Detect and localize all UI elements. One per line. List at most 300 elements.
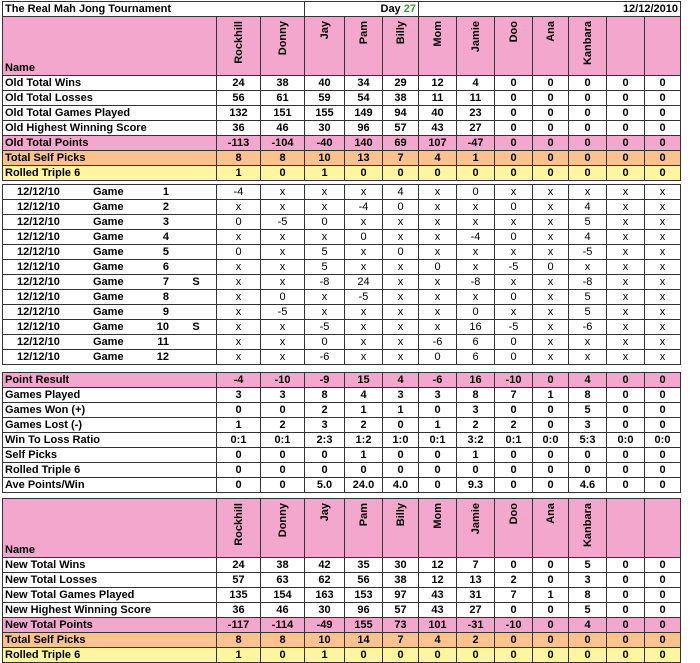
value-cell: 40 bbox=[305, 76, 345, 91]
game-date: 12/12/10 bbox=[17, 216, 60, 228]
game-score: x bbox=[345, 215, 383, 230]
new_stats-row bbox=[3, 648, 681, 663]
name-header: Name bbox=[3, 17, 217, 76]
value-cell: 0 bbox=[607, 463, 645, 478]
player-name: Donny bbox=[276, 503, 289, 538]
game-row bbox=[3, 200, 681, 215]
value-cell: -114 bbox=[261, 618, 305, 633]
player-header bbox=[569, 17, 607, 76]
game-score: x bbox=[217, 275, 261, 290]
game-score: x bbox=[345, 335, 383, 350]
value-cell: -9 bbox=[305, 373, 345, 388]
game-score: x bbox=[305, 185, 345, 200]
value-cell: 0 bbox=[217, 448, 261, 463]
value-cell: 1 bbox=[533, 588, 569, 603]
value-cell: 5.0 bbox=[305, 478, 345, 493]
row-label: Games Lost (-) bbox=[3, 418, 217, 433]
game-score: x bbox=[645, 335, 681, 350]
player-header bbox=[345, 499, 383, 558]
game-score: x bbox=[533, 320, 569, 335]
value-cell: 13 bbox=[345, 151, 383, 166]
value-cell: 4 bbox=[419, 151, 457, 166]
game-date: 12/12/10 bbox=[17, 336, 60, 348]
day-label: Day bbox=[380, 3, 401, 15]
game-row bbox=[3, 260, 681, 275]
value-cell: 12 bbox=[419, 76, 457, 91]
value-cell: 0 bbox=[419, 463, 457, 478]
game-score: x bbox=[533, 200, 569, 215]
value-cell: 0 bbox=[345, 648, 383, 663]
game-score: x bbox=[383, 230, 419, 245]
value-cell: 0 bbox=[607, 403, 645, 418]
game-score: 0 bbox=[261, 290, 305, 305]
game-score: x bbox=[533, 230, 569, 245]
game-score: x bbox=[217, 230, 261, 245]
title-row bbox=[3, 2, 681, 17]
name-header: Name bbox=[3, 499, 217, 558]
value-cell: -117 bbox=[217, 618, 261, 633]
row-label: Old Total Losses bbox=[3, 91, 217, 106]
value-cell: 0 bbox=[495, 478, 533, 493]
game-row bbox=[3, 350, 681, 365]
game-score: x bbox=[533, 275, 569, 290]
game-score: x bbox=[645, 215, 681, 230]
game-score: 0 bbox=[419, 260, 457, 275]
value-cell: 7 bbox=[383, 151, 419, 166]
value-cell: 1 bbox=[533, 388, 569, 403]
value-cell: 0 bbox=[261, 403, 305, 418]
game-number: 2 bbox=[162, 201, 169, 213]
game-score: x bbox=[495, 185, 533, 200]
value-cell: 57 bbox=[383, 603, 419, 618]
game-label bbox=[3, 245, 217, 260]
game-score: x bbox=[607, 350, 645, 365]
value-cell: 149 bbox=[345, 106, 383, 121]
row-label: New Total Losses bbox=[3, 573, 217, 588]
value-cell: 0 bbox=[645, 448, 681, 463]
game-word: Game bbox=[93, 321, 124, 333]
game-row bbox=[3, 185, 681, 200]
value-cell: 4 bbox=[457, 76, 495, 91]
value-cell: 15 bbox=[345, 373, 383, 388]
value-cell: 0 bbox=[495, 558, 533, 573]
player-name: Billy bbox=[394, 21, 407, 45]
value-cell: 0 bbox=[457, 648, 495, 663]
value-cell: 34 bbox=[345, 76, 383, 91]
value-cell: 0 bbox=[383, 648, 419, 663]
self-pick-flag: S bbox=[192, 276, 200, 288]
player-name: Doo bbox=[507, 503, 520, 525]
player-header bbox=[305, 17, 345, 76]
value-cell: 0 bbox=[533, 448, 569, 463]
value-cell: 0 bbox=[495, 633, 533, 648]
row-label: Total Self Picks bbox=[3, 633, 217, 648]
game-score: x bbox=[607, 290, 645, 305]
game-label bbox=[3, 305, 217, 320]
game-score: x bbox=[419, 305, 457, 320]
value-cell: 94 bbox=[383, 106, 419, 121]
game-score: x bbox=[645, 305, 681, 320]
game-score: x bbox=[383, 320, 419, 335]
value-cell: 36 bbox=[217, 603, 261, 618]
game-score: x bbox=[569, 260, 607, 275]
game-score: -5 bbox=[345, 290, 383, 305]
game-score: x bbox=[383, 290, 419, 305]
value-cell: 35 bbox=[345, 558, 383, 573]
row-label: Rolled Triple 6 bbox=[3, 648, 217, 663]
game-score: 4 bbox=[569, 200, 607, 215]
row-label: Games Played bbox=[3, 388, 217, 403]
new-header-row bbox=[3, 499, 681, 558]
value-cell: 0:1 bbox=[217, 433, 261, 448]
value-cell: 8 bbox=[569, 388, 607, 403]
value-cell: 0 bbox=[261, 463, 305, 478]
game-score: x bbox=[383, 260, 419, 275]
game-score: 0 bbox=[419, 350, 457, 365]
game-score: 0 bbox=[457, 305, 495, 320]
value-cell: 0 bbox=[261, 166, 305, 181]
value-cell: 3 bbox=[569, 418, 607, 433]
game-score: x bbox=[645, 275, 681, 290]
results-table bbox=[2, 372, 681, 493]
value-cell: 0 bbox=[607, 136, 645, 151]
game-score: 0 bbox=[305, 335, 345, 350]
game-score: 0 bbox=[457, 185, 495, 200]
results-row bbox=[3, 463, 681, 478]
game-row bbox=[3, 290, 681, 305]
value-cell: 154 bbox=[261, 588, 305, 603]
game-score: x bbox=[607, 215, 645, 230]
value-cell: 0 bbox=[533, 418, 569, 433]
game-score: x bbox=[383, 335, 419, 350]
game-score: 5 bbox=[569, 305, 607, 320]
value-cell: 0 bbox=[533, 166, 569, 181]
player-header bbox=[457, 17, 495, 76]
game-score: x bbox=[261, 320, 305, 335]
game-word: Game bbox=[93, 231, 124, 243]
game-number: 5 bbox=[162, 246, 169, 258]
value-cell: 0 bbox=[217, 403, 261, 418]
value-cell: 40 bbox=[419, 106, 457, 121]
game-score: -8 bbox=[457, 275, 495, 290]
value-cell: 7 bbox=[457, 558, 495, 573]
game-score: x bbox=[457, 245, 495, 260]
game-score: x bbox=[495, 305, 533, 320]
value-cell: -6 bbox=[419, 373, 457, 388]
row-label: Old Highest Winning Score bbox=[3, 121, 217, 136]
value-cell: 73 bbox=[383, 618, 419, 633]
game-number: 8 bbox=[162, 291, 169, 303]
value-cell: 0 bbox=[495, 91, 533, 106]
game-row bbox=[3, 305, 681, 320]
value-cell: 0:0 bbox=[645, 433, 681, 448]
player-header bbox=[419, 17, 457, 76]
game-score: x bbox=[305, 230, 345, 245]
game-number: 7 bbox=[162, 276, 169, 288]
row-label: Point Result bbox=[3, 373, 217, 388]
value-cell: 0 bbox=[533, 373, 569, 388]
value-cell: 0 bbox=[383, 418, 419, 433]
game-word: Game bbox=[93, 201, 124, 213]
game-score: -8 bbox=[305, 275, 345, 290]
value-cell: 1 bbox=[217, 166, 261, 181]
game-score: x bbox=[217, 335, 261, 350]
value-cell: 2 bbox=[457, 418, 495, 433]
game-score: -5 bbox=[495, 320, 533, 335]
game-score: x bbox=[607, 245, 645, 260]
value-cell: 12 bbox=[419, 558, 457, 573]
player-name: Kanbara bbox=[581, 21, 594, 66]
game-score: x bbox=[345, 305, 383, 320]
game-word: Game bbox=[93, 336, 124, 348]
value-cell: 0 bbox=[569, 648, 607, 663]
value-cell: 10 bbox=[305, 151, 345, 166]
value-cell: 0 bbox=[533, 618, 569, 633]
game-score: 6 bbox=[457, 350, 495, 365]
value-cell: 0 bbox=[607, 633, 645, 648]
player-header bbox=[217, 499, 261, 558]
player-header bbox=[383, 17, 419, 76]
value-cell: 11 bbox=[419, 91, 457, 106]
row-label: Self Picks bbox=[3, 448, 217, 463]
game-score: x bbox=[383, 215, 419, 230]
value-cell: 63 bbox=[261, 573, 305, 588]
value-cell: 0 bbox=[419, 478, 457, 493]
value-cell: 43 bbox=[419, 121, 457, 136]
value-cell: 38 bbox=[383, 573, 419, 588]
value-cell: 0 bbox=[495, 463, 533, 478]
old_stats-row bbox=[3, 136, 681, 151]
value-cell: 96 bbox=[345, 121, 383, 136]
value-cell: 43 bbox=[419, 603, 457, 618]
game-score: x bbox=[217, 320, 261, 335]
game-score: 0 bbox=[217, 245, 261, 260]
game-word: Game bbox=[93, 186, 124, 198]
value-cell: 97 bbox=[383, 588, 419, 603]
value-cell: 0 bbox=[607, 648, 645, 663]
game-score: x bbox=[419, 185, 457, 200]
game-word: Game bbox=[93, 216, 124, 228]
game-score: x bbox=[383, 305, 419, 320]
player-header bbox=[569, 499, 607, 558]
value-cell: 0 bbox=[645, 388, 681, 403]
game-score: x bbox=[457, 215, 495, 230]
player-name: Kanbara bbox=[581, 503, 594, 548]
value-cell: 0 bbox=[261, 648, 305, 663]
value-cell: 62 bbox=[305, 573, 345, 588]
game-date: 12/12/10 bbox=[17, 306, 60, 318]
game-label bbox=[3, 230, 217, 245]
self-pick-flag: S bbox=[192, 321, 200, 333]
value-cell: -10 bbox=[495, 618, 533, 633]
value-cell: 0 bbox=[645, 136, 681, 151]
player-name: Rockhill bbox=[232, 503, 245, 546]
value-cell: 30 bbox=[305, 121, 345, 136]
game-score: x bbox=[217, 200, 261, 215]
game-number: 6 bbox=[162, 261, 169, 273]
value-cell: 1 bbox=[345, 448, 383, 463]
game-score: x bbox=[569, 185, 607, 200]
value-cell: 2 bbox=[495, 418, 533, 433]
game-score: x bbox=[645, 200, 681, 215]
value-cell: 0 bbox=[607, 121, 645, 136]
value-cell: 0 bbox=[457, 166, 495, 181]
value-cell: 2 bbox=[261, 418, 305, 433]
value-cell: 54 bbox=[345, 91, 383, 106]
game-number: 4 bbox=[162, 231, 169, 243]
game-score: 5 bbox=[569, 215, 607, 230]
game-score: x bbox=[569, 350, 607, 365]
value-cell: -10 bbox=[261, 373, 305, 388]
game-score: x bbox=[305, 305, 345, 320]
value-cell: 1 bbox=[383, 403, 419, 418]
results-row bbox=[3, 403, 681, 418]
value-cell: 2 bbox=[305, 403, 345, 418]
game-score: x bbox=[345, 260, 383, 275]
value-cell: 2 bbox=[495, 573, 533, 588]
value-cell: 0 bbox=[607, 573, 645, 588]
game-label bbox=[3, 215, 217, 230]
game-score: x bbox=[457, 290, 495, 305]
game-score: x bbox=[305, 290, 345, 305]
game-score: x bbox=[495, 275, 533, 290]
value-cell: 0 bbox=[533, 91, 569, 106]
value-cell: 163 bbox=[305, 588, 345, 603]
value-cell: 0:0 bbox=[533, 433, 569, 448]
value-cell: 38 bbox=[383, 91, 419, 106]
game-word: Game bbox=[93, 276, 124, 288]
value-cell: 0 bbox=[533, 603, 569, 618]
value-cell: 2:3 bbox=[305, 433, 345, 448]
player-header bbox=[383, 499, 419, 558]
game-score: 5 bbox=[305, 245, 345, 260]
game-number: 3 bbox=[162, 216, 169, 228]
value-cell: 0 bbox=[645, 121, 681, 136]
value-cell: 0 bbox=[383, 166, 419, 181]
value-cell: 2 bbox=[457, 633, 495, 648]
player-header bbox=[607, 17, 645, 76]
value-cell: 0 bbox=[495, 76, 533, 91]
value-cell: 13 bbox=[457, 573, 495, 588]
player-name: Pam bbox=[357, 21, 370, 45]
game-score: x bbox=[345, 320, 383, 335]
value-cell: 101 bbox=[419, 618, 457, 633]
old_stats-row bbox=[3, 151, 681, 166]
game-score: 0 bbox=[495, 230, 533, 245]
value-cell: 38 bbox=[261, 558, 305, 573]
value-cell: 0 bbox=[305, 448, 345, 463]
player-name: Donny bbox=[276, 21, 289, 56]
game-score: -6 bbox=[305, 350, 345, 365]
row-label: Rolled Triple 6 bbox=[3, 463, 217, 478]
value-cell: 0 bbox=[607, 588, 645, 603]
game-score: x bbox=[645, 350, 681, 365]
value-cell: 0 bbox=[607, 418, 645, 433]
value-cell: 0 bbox=[383, 463, 419, 478]
value-cell: 46 bbox=[261, 121, 305, 136]
value-cell: 0 bbox=[261, 478, 305, 493]
sheet-date: 12/12/2010 bbox=[419, 2, 681, 17]
game-label bbox=[3, 260, 217, 275]
row-label: Old Total Points bbox=[3, 136, 217, 151]
results-row bbox=[3, 388, 681, 403]
value-cell: 3 bbox=[569, 573, 607, 588]
game-date: 12/12/10 bbox=[17, 231, 60, 243]
value-cell: 0 bbox=[569, 91, 607, 106]
value-cell: 7 bbox=[383, 633, 419, 648]
value-cell: 0 bbox=[645, 106, 681, 121]
value-cell: 96 bbox=[345, 603, 383, 618]
value-cell: 0 bbox=[495, 603, 533, 618]
value-cell: 0 bbox=[645, 76, 681, 91]
value-cell: 24.0 bbox=[345, 478, 383, 493]
old_stats-row bbox=[3, 166, 681, 181]
value-cell: 69 bbox=[383, 136, 419, 151]
value-cell: 0 bbox=[345, 463, 383, 478]
value-cell: 0 bbox=[645, 403, 681, 418]
player-name: Doo bbox=[507, 21, 520, 43]
value-cell: 1 bbox=[305, 166, 345, 181]
value-cell: -104 bbox=[261, 136, 305, 151]
value-cell: 56 bbox=[345, 573, 383, 588]
game-score: x bbox=[261, 245, 305, 260]
value-cell: 1 bbox=[217, 418, 261, 433]
game-row bbox=[3, 275, 681, 290]
game-score: 0 bbox=[495, 335, 533, 350]
row-label: Games Won (+) bbox=[3, 403, 217, 418]
game-score: x bbox=[607, 260, 645, 275]
player-header bbox=[261, 499, 305, 558]
player-header bbox=[645, 17, 681, 76]
results-row bbox=[3, 418, 681, 433]
game-score: 5 bbox=[569, 290, 607, 305]
game-score: -4 bbox=[217, 185, 261, 200]
value-cell: 8 bbox=[569, 588, 607, 603]
value-cell: 0 bbox=[533, 151, 569, 166]
player-name: Ana bbox=[544, 21, 557, 42]
value-cell: 3 bbox=[305, 418, 345, 433]
value-cell: 1:0 bbox=[383, 433, 419, 448]
game-score: x bbox=[345, 350, 383, 365]
game-score: 6 bbox=[457, 335, 495, 350]
value-cell: 8 bbox=[217, 633, 261, 648]
value-cell: 0:0 bbox=[607, 433, 645, 448]
value-cell: 0 bbox=[533, 633, 569, 648]
new_stats-row bbox=[3, 558, 681, 573]
value-cell: 0 bbox=[533, 76, 569, 91]
game-score: x bbox=[457, 260, 495, 275]
value-cell: 107 bbox=[419, 136, 457, 151]
game-score: x bbox=[607, 230, 645, 245]
value-cell: 24 bbox=[217, 76, 261, 91]
game-score: x bbox=[383, 275, 419, 290]
value-cell: 43 bbox=[419, 588, 457, 603]
old_stats-row bbox=[3, 91, 681, 106]
value-cell: 0 bbox=[495, 151, 533, 166]
value-cell: 155 bbox=[345, 618, 383, 633]
value-cell: 0 bbox=[419, 648, 457, 663]
game-word: Game bbox=[93, 261, 124, 273]
player-name: Jamie bbox=[469, 503, 482, 535]
row-label: Rolled Triple 6 bbox=[3, 166, 217, 181]
game-score: x bbox=[457, 200, 495, 215]
game-score: x bbox=[533, 305, 569, 320]
value-cell: 31 bbox=[457, 588, 495, 603]
value-cell: 5:3 bbox=[569, 433, 607, 448]
game-score: x bbox=[607, 200, 645, 215]
value-cell: 7 bbox=[495, 588, 533, 603]
row-label: Old Total Wins bbox=[3, 76, 217, 91]
